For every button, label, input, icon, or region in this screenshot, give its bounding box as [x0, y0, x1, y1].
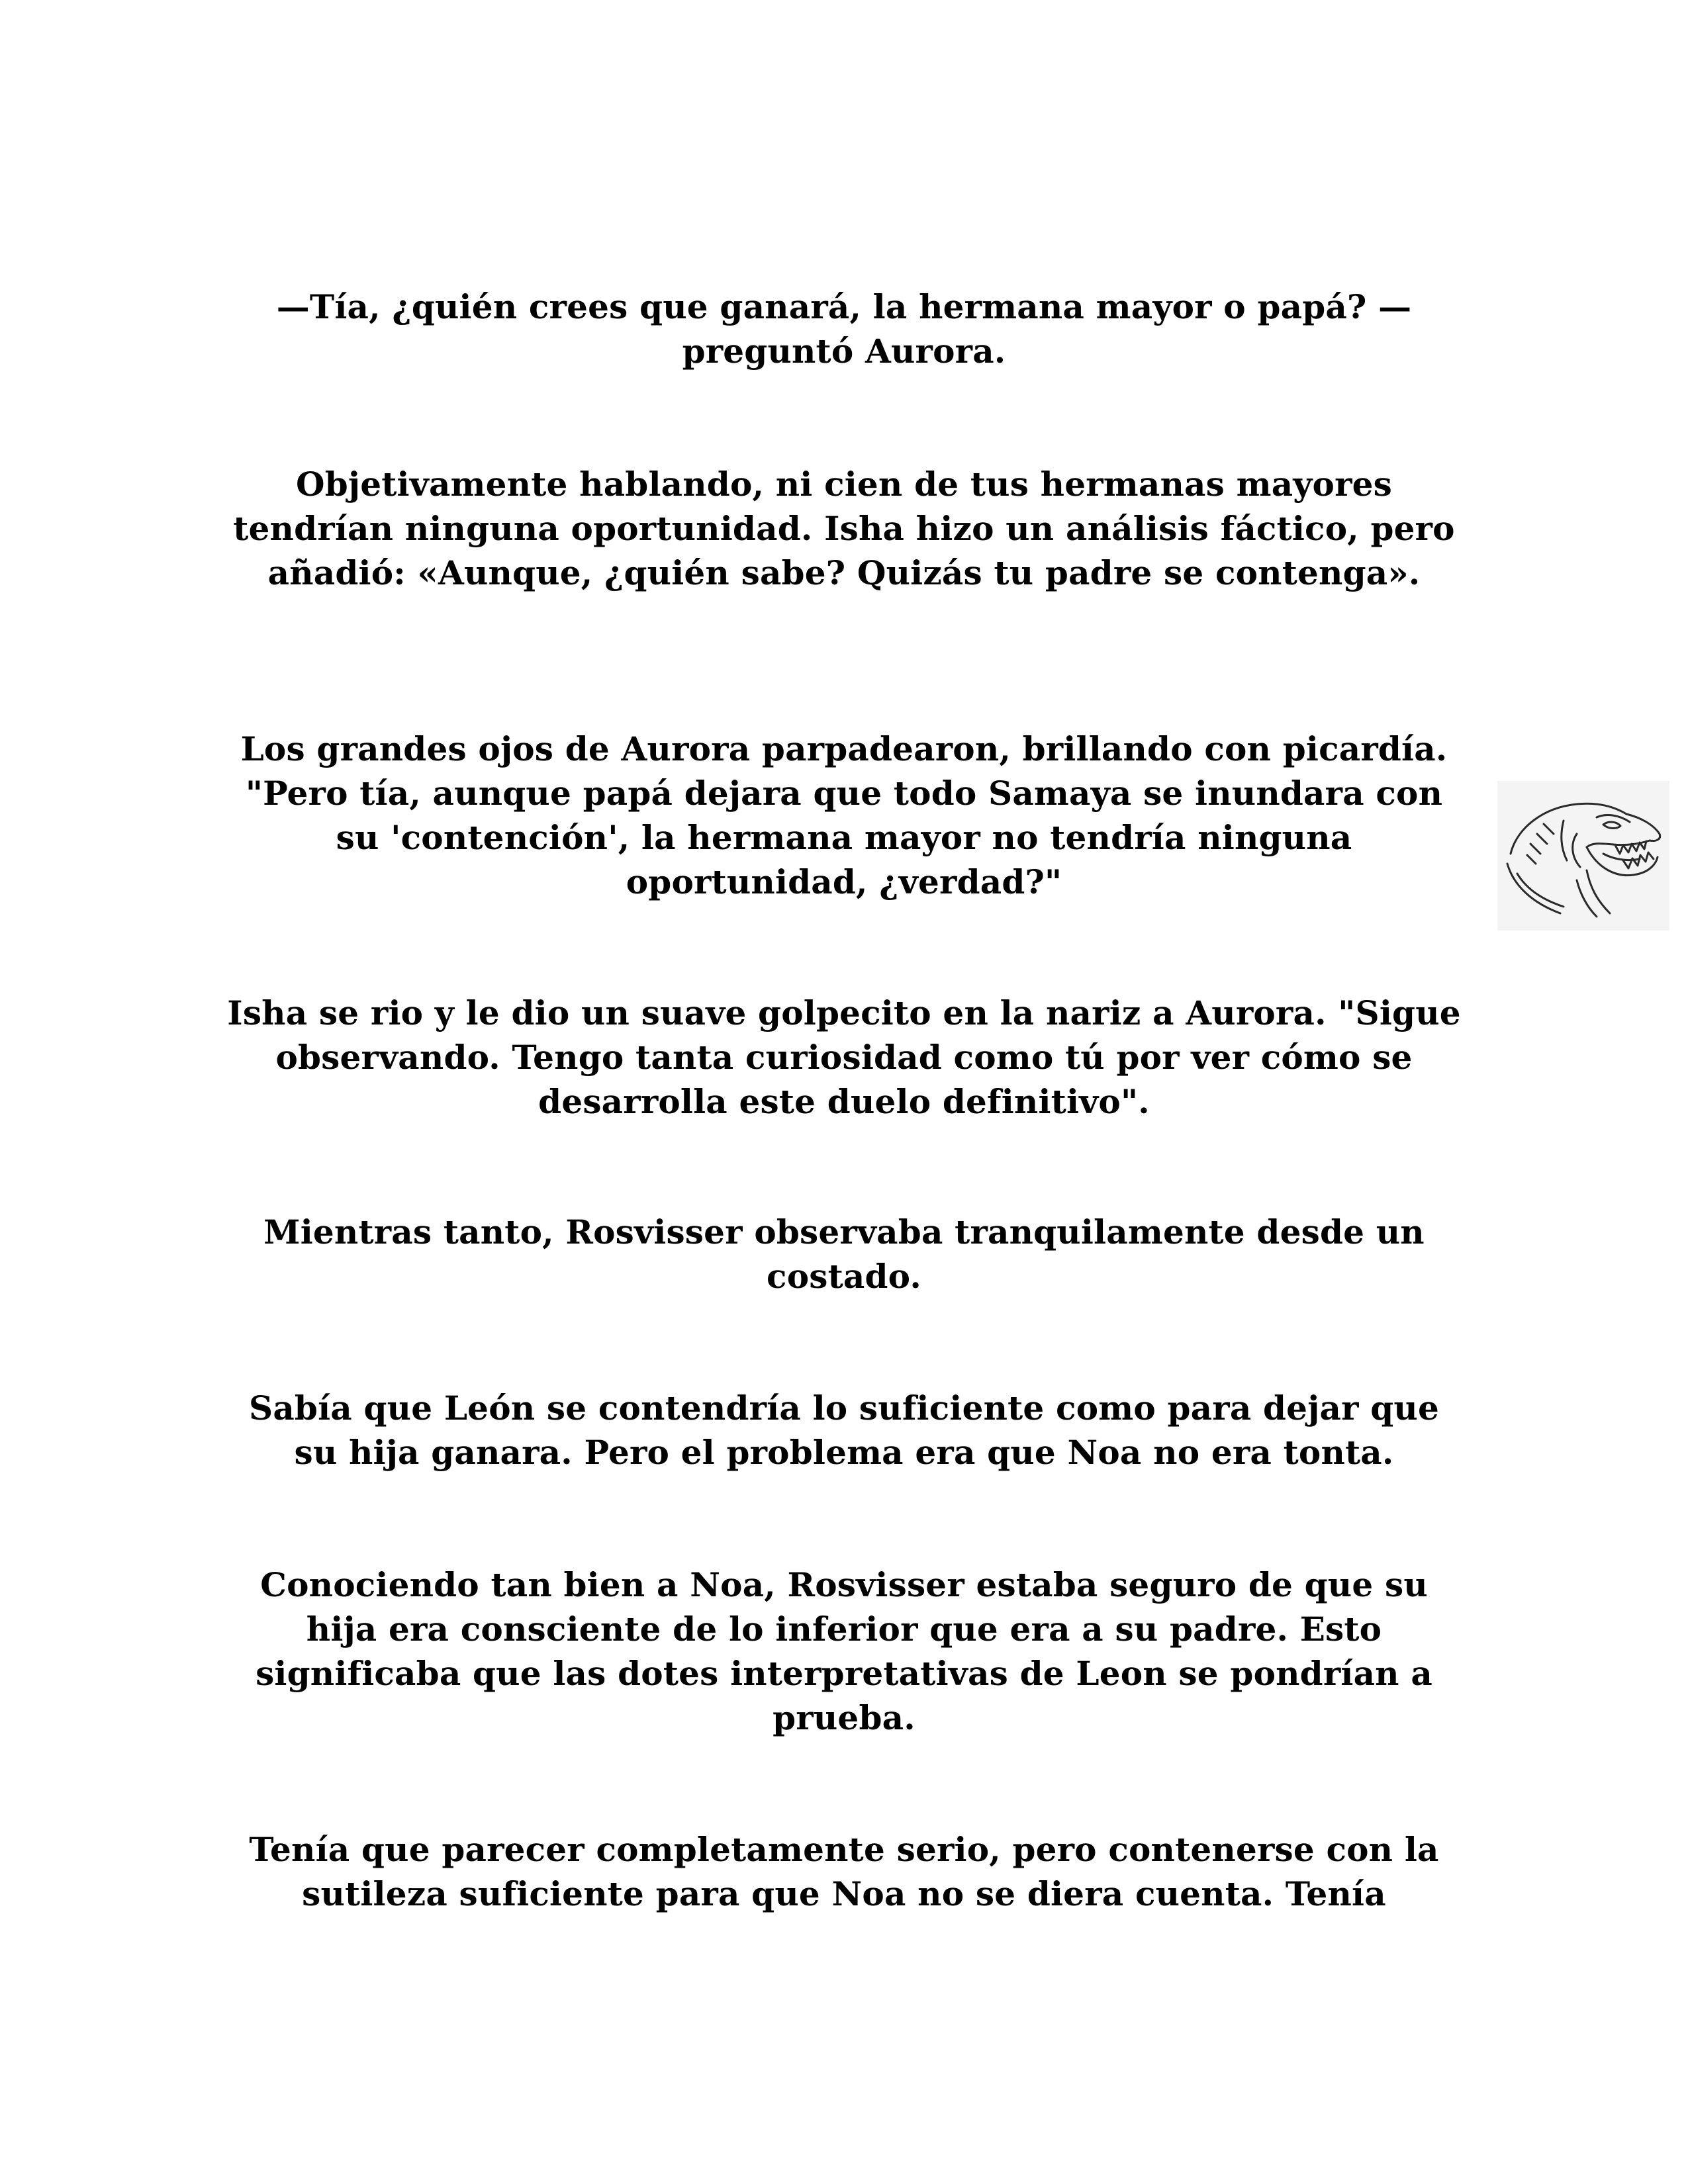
paragraph-8: Tenía que parecer completamente serio, pero contenerse con la sutileza suficiente para que Noa no se diera cuenta. Tenía [249, 1830, 1439, 1913]
paragraph-1: —Tía, ¿quién crees que ganará, la hermana mayor o papá? —preguntó Aurora. [276, 287, 1412, 371]
paragraph-4: Isha se rio y le dio un suave golpecito en la nariz a Aurora. "Sigue observando. Tengo tanta curiosidad como tú por ver cómo se desarrolla este duelo definitivo". [227, 993, 1461, 1121]
paragraph-2: Objetivamente hablando, ni cien de tus hermanas mayores tendrían ninguna oportunidad. Isha hizo un análisis fáctico, pero añadió: «Aunque, ¿quién sabe? Quizás tu padre se contenga». [233, 465, 1455, 592]
dinosaur-head-sketch-icon [1497, 781, 1669, 931]
paragraph-7: Conociendo tan bien a Noa, Rosvisser estaba seguro de que su hija era consciente de lo inferior que era a su padre. Esto significaba que las dotes interpretativas de Leon se pondrían a prueba. [256, 1565, 1432, 1737]
paragraph-5: Mientras tanto, Rosvisser observaba tranquilamente desde un costado. [263, 1212, 1425, 1296]
paragraph-3: Los grandes ojos de Aurora parpadearon, brillando con picardía. "Pero tía, aunque papá dejara que todo Samaya se inundara con su 'contención', la hermana mayor no tendría ninguna oportunidad, ¿verdad?" [240, 729, 1448, 901]
paragraph-6: Sabía que León se contendría lo suficiente como para dejar que su hija ganara. Pero el problema era que Noa no era tonta. [249, 1388, 1439, 1472]
